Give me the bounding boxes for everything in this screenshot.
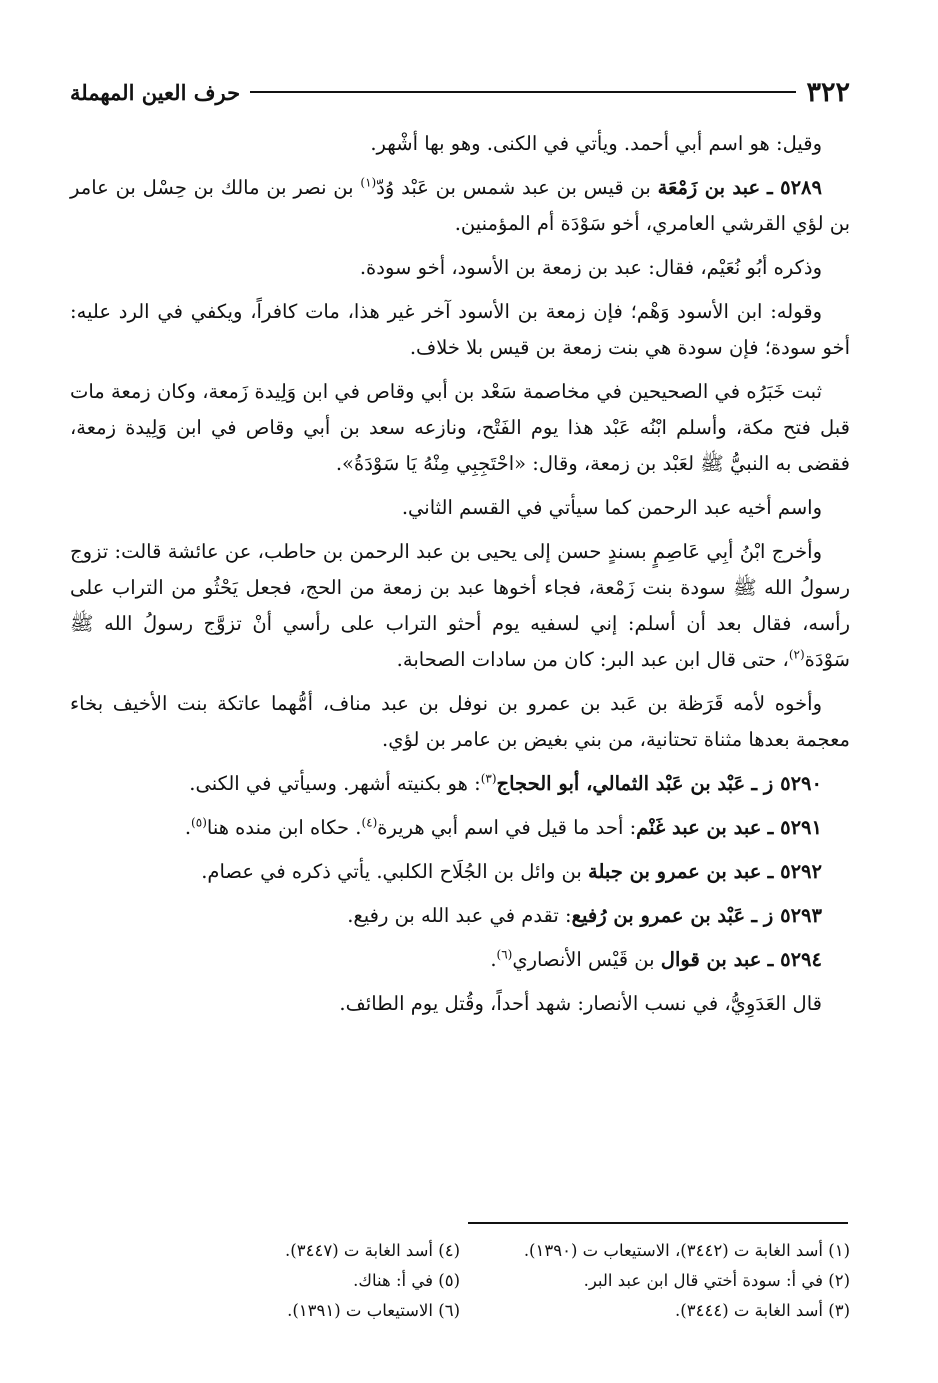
footnote-ref: (٤) [361,815,378,830]
paragraph: ثبت خَبَرُه في الصحيحين في مخاصمة سَعْد بن أبي وقاص في ابن وَلِيدة زَمعة، وكان زمعة مات قبل فتح مكة، وأسلم ابْنُه عَبْد هذا يوم الفَتْح، ونازعه سعد بن أبي وقاص في ابن وَلِيدة زمعة، فقضى به النبيُّ ﷺ لعَبْد بن زمعة، وقال: «احْتَجِبِي مِنْهُ يَا سَوْدَةُ». [70,380,850,475]
footnotes-right-column [460,1236,850,1326]
paragraph: وقوله: ابن الأسود وَهْم؛ فإن زمعة بن الأسود آخر غير هذا، مات كافراً، ويكفي في الرد عليه: أخو سودة؛ فإن سودة هي بنت زمعة بن قيس بلا خلاف. [70,300,850,359]
footnote-ref: (٣) [480,771,497,786]
paragraph: وأخوه لأمه قَرَظة بن عَبد بن عمرو بن نوفل بن عبد مناف، أمُّهما عاتكة بنت الأخيف بخاء معجمة بعدها مثناة تحتانية، من بني بغيض بن عامر بن لؤي. [70,692,850,751]
chapter-title: حرف العين المهملة [70,79,241,105]
footnote-ref: (٢) [788,647,805,662]
footnote: (٦) الاستيعاب ت (١٣٩١). [287,1301,460,1320]
footnote: (٥) في أ: هناك. [353,1271,460,1290]
paragraph: وأخرج ابْنُ أبِي عَاصِمٍ بسندٍ حسن إلى يحيى بن عبد الرحمن بن حاطب، عن عائشة قالت: تزوج رسولُ الله ﷺ سودة بنت زَمْعة، فجاء أخوها عبد بن زمعة من الحج، فجعل يَحْثُو من التراب على رأسه، فقال بعد أن أسلم: إني لسفيه يوم أحثو التراب على رأسي أنْ تزوَّج رسولُ الله ﷺ سَوْدَة$^{(٢)}$، حتى قال ابن عبد البر: كان من سادات الصحابة. [70,540,850,671]
body-text [70,126,850,1030]
entry-5294: ٥٢٩٤ ـ عبد بن قوال بن قَيْس الأنصاري$^{(٦)}$. [490,947,822,971]
footnote-rule [468,1222,848,1224]
page-number: ٣٢٢ [806,76,850,108]
entry-5293: ٥٢٩٣ ز ـ عَبْد بن عمرو بن رُفيع: تقدم في عبد الله بن رفيع. [347,904,822,927]
page-header [70,72,850,112]
footnote-ref: (٥) [191,815,207,830]
entry-5292: ٥٢٩٢ ـ عبد بن عمرو بن جبلة بن وائل بن الجُلَاح الكلبي. يأتي ذكره في عصام. [201,860,822,883]
entry-5289: ٥٢٨٩ ـ عبد بن زَمْعَة بن قيس بن عبد شمس بن عَبْد وُدّ$^{(١)}$ بن نصر بن مالك بن حِسْل بن عامر بن لؤي القرشي العامري، أخو سَوْدَة أم المؤمنين. [70,175,850,235]
paragraph: واسم أخيه عبد الرحمن كما سيأتي في القسم الثاني. [401,496,822,519]
header-rule [250,91,796,93]
paragraph: قال العَدَوِيُّ، في نسب الأنصار: شهد أحداً، وقُتل يوم الطائف. [339,992,822,1015]
paragraph: وقيل: هو اسم أبي أحمد. ويأتي في الكنى. وهو بها أشْهر. [370,132,822,155]
entry-5290: ٥٢٩٠ ز ـ عَبْد بن عَبْد الثمالي، أبو الحجاج$^{(٣)}$: هو بكنيته أشهر. وسيأتي في الكنى. [189,771,822,795]
footnote-ref: (١) [360,175,377,190]
footnote: (١) أسد الغابة ت (٣٤٤٢)، الاستيعاب ت (١٣٩٠). [523,1241,850,1260]
entry-5291: ٥٢٩١ ـ عبد بن عبد غَنْم: أحد ما قيل في اسم أبي هريرة$^{(٤)}$. حكاه ابن منده هنا$^{(٥)}$. [184,815,822,839]
footnote: (٤) أسد الغابة ت (٣٤٤٧). [285,1241,460,1260]
paragraph: وذكره أبُو نُعَيْم، فقال: عبد بن زمعة بن الأسود، أخو سودة. [359,256,822,279]
footnote: (٣) أسد الغابة ت (٣٤٤٤). [675,1301,850,1320]
footnotes-left-column [70,1236,460,1326]
footnote-ref: (٦) [496,947,513,962]
footnote: (٢) في أ: سودة أختي قال ابن عبد البر. [583,1271,850,1290]
